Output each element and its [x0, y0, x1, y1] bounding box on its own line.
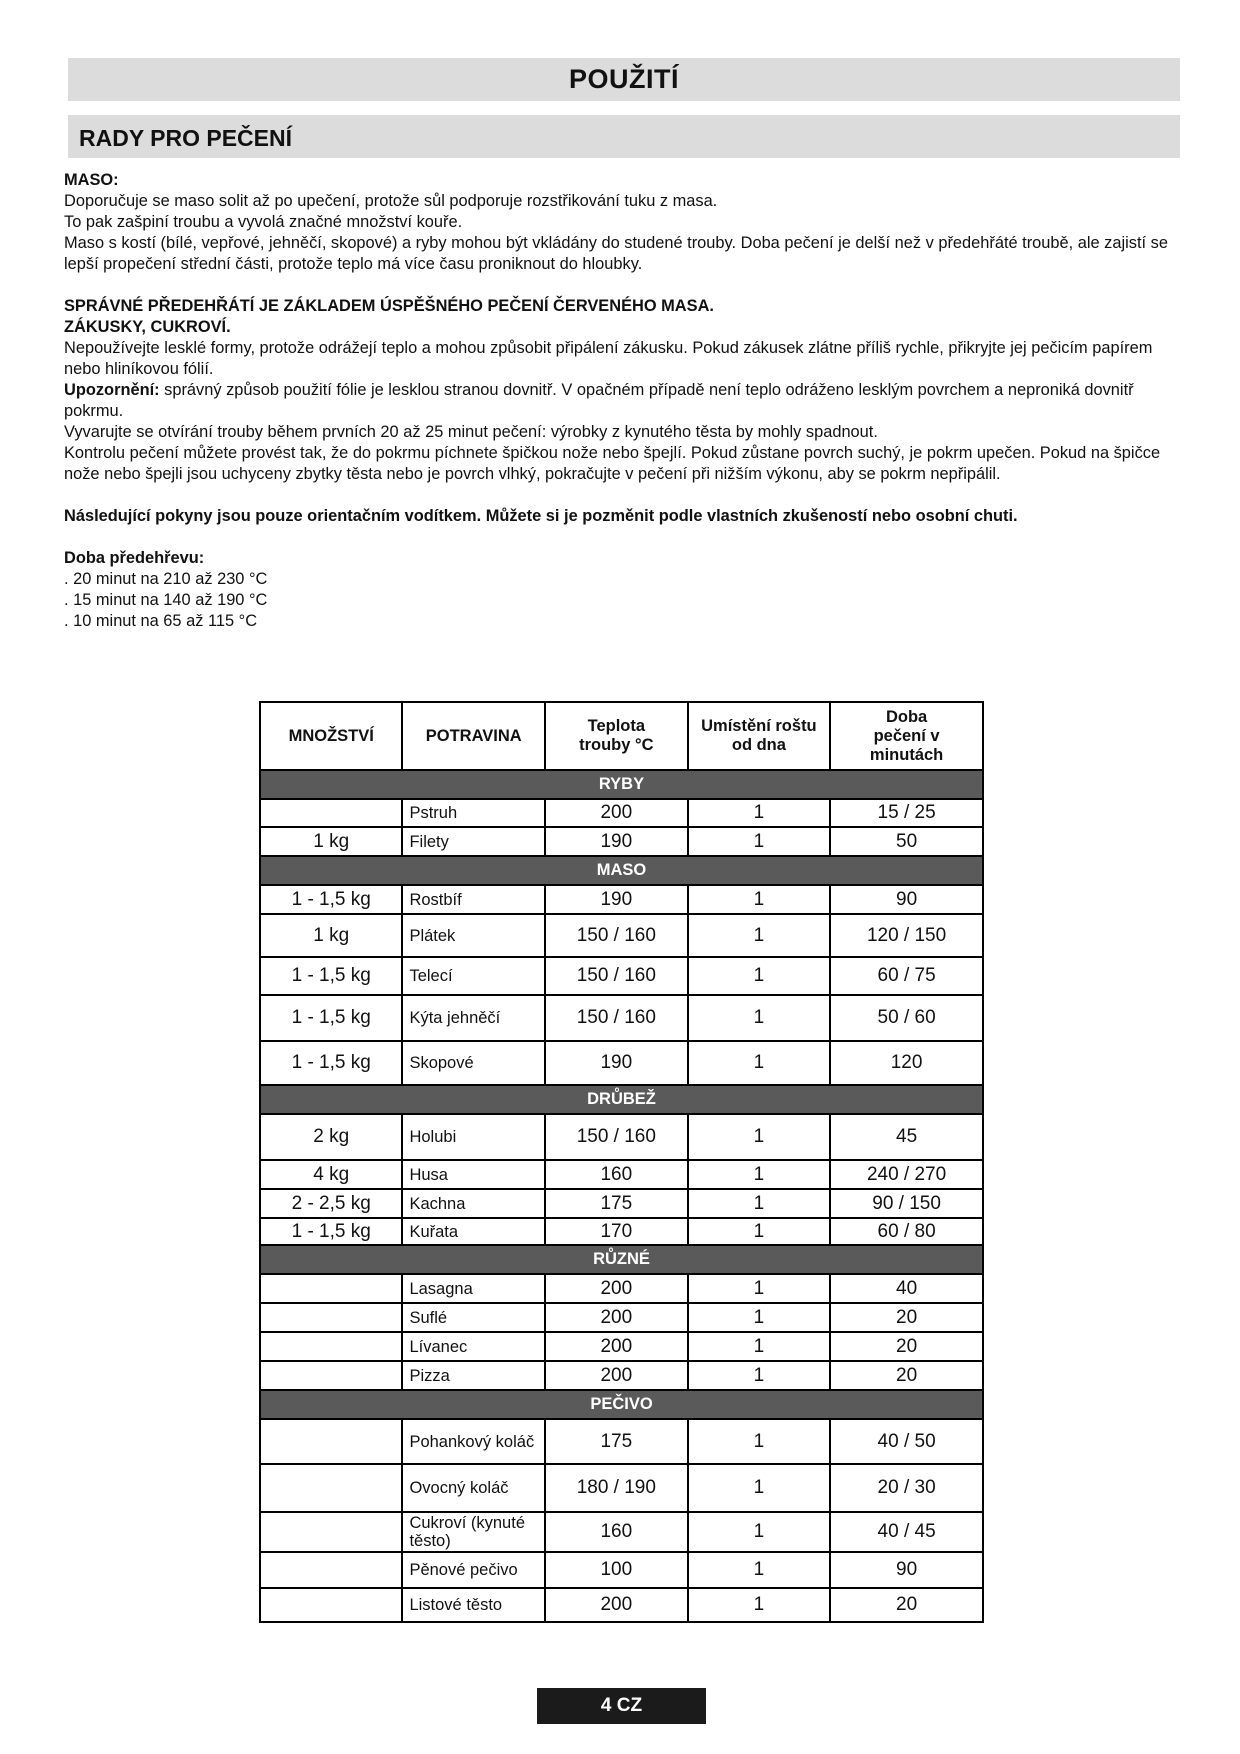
- category-label: RŮZNÉ: [260, 1245, 983, 1274]
- shelf-cell: 1: [688, 1189, 831, 1218]
- table-row: [260, 1114, 983, 1160]
- table-row: [260, 1303, 983, 1332]
- category-label: MASO: [260, 856, 983, 885]
- header-food: POTRAVINA: [402, 702, 545, 770]
- header-quantity: MNOŽSTVÍ: [260, 702, 402, 770]
- temperature-cell: 160: [545, 1512, 688, 1552]
- section-title: RADY PRO PEČENÍ: [79, 125, 293, 151]
- baking-table: [259, 701, 984, 1623]
- table-row: [260, 1552, 983, 1588]
- time-cell: 20: [830, 1303, 983, 1332]
- shelf-cell: 1: [688, 1274, 831, 1303]
- cakes-warning: [64, 380, 1184, 422]
- quantity-cell: [260, 1588, 402, 1622]
- food-cell: Kachna: [402, 1189, 545, 1218]
- time-cell: 60 / 75: [830, 957, 983, 995]
- temperature-cell: 200: [545, 1361, 688, 1390]
- header-temperature: Teplota trouby °C: [545, 702, 688, 770]
- food-cell: Pěnové pečivo: [402, 1552, 545, 1588]
- table-header-row: [260, 702, 983, 770]
- table-row: [260, 1361, 983, 1390]
- food-cell: Filety: [402, 827, 545, 856]
- temperature-cell: 100: [545, 1552, 688, 1588]
- food-cell: Kýta jehněčí: [402, 995, 545, 1041]
- table-row: [260, 1512, 983, 1552]
- temperature-cell: 190: [545, 885, 688, 914]
- time-cell: 120 / 150: [830, 914, 983, 957]
- meat-heading: MASO:: [64, 171, 119, 189]
- quantity-cell: 1 - 1,5 kg: [260, 957, 402, 995]
- quantity-cell: [260, 1361, 402, 1390]
- time-cell: 15 / 25: [830, 799, 983, 827]
- table-row: [260, 1419, 983, 1464]
- food-cell: Ovocný koláč: [402, 1464, 545, 1512]
- shelf-cell: 1: [688, 1552, 831, 1588]
- category-row: [260, 1390, 983, 1419]
- temperature-cell: 150 / 160: [545, 995, 688, 1041]
- table-row: [260, 1332, 983, 1361]
- section-title-banner: [68, 115, 1180, 158]
- food-cell: Plátek: [402, 914, 545, 957]
- category-row: [260, 770, 983, 799]
- food-cell: Rostbíf: [402, 885, 545, 914]
- time-cell: 120: [830, 1041, 983, 1085]
- meat-line: Maso s kostí (bílé, vepřové, jehněčí, skopové) a ryby mohou být vkládány do studené trouby. Doba pečení je delší než v předehřáté troubě, ale zajistí se lepší propečení střední části, protože teplo má více času proniknout do hloubky.: [64, 234, 1168, 273]
- header-time: Doba pečení v minutách: [830, 702, 983, 770]
- table-row: [260, 1041, 983, 1085]
- table-row: [260, 914, 983, 957]
- shelf-cell: 1: [688, 1361, 831, 1390]
- table-row: [260, 1160, 983, 1189]
- quantity-cell: 1 - 1,5 kg: [260, 1218, 402, 1245]
- shelf-cell: 1: [688, 1332, 831, 1361]
- food-cell: Pstruh: [402, 799, 545, 827]
- time-cell: 50: [830, 827, 983, 856]
- table-row: [260, 1218, 983, 1245]
- time-cell: 90: [830, 1552, 983, 1588]
- time-cell: 60 / 80: [830, 1218, 983, 1245]
- food-cell: Lasagna: [402, 1274, 545, 1303]
- shelf-cell: 1: [688, 1041, 831, 1085]
- temperature-cell: 170: [545, 1218, 688, 1245]
- warning-text: správný způsob použití fólie je lesklou stranou dovnitř. V opačném případě není teplo odráženo lesklým povrchem a neproniká dovnitř pokrmu.: [64, 381, 1134, 420]
- shelf-cell: 1: [688, 995, 831, 1041]
- category-label: PEČIVO: [260, 1390, 983, 1419]
- quantity-cell: 2 kg: [260, 1114, 402, 1160]
- shelf-cell: 1: [688, 1512, 831, 1552]
- food-cell: Kuřata: [402, 1218, 545, 1245]
- quantity-cell: [260, 1332, 402, 1361]
- time-cell: 90 / 150: [830, 1189, 983, 1218]
- time-cell: 20: [830, 1588, 983, 1622]
- shelf-cell: 1: [688, 1114, 831, 1160]
- time-cell: 40 / 50: [830, 1419, 983, 1464]
- header-shelf: Umístění roštu od dna: [688, 702, 831, 770]
- preheat-item: . 20 minut na 210 až 230 °C: [64, 570, 268, 588]
- food-cell: Suflé: [402, 1303, 545, 1332]
- shelf-cell: 1: [688, 957, 831, 995]
- table-row: [260, 1588, 983, 1622]
- cakes-line: Vyvarujte se otvírání trouby během prvních 20 až 25 minut pečení: výrobky z kynutého těsta by mohly spadnout.: [64, 423, 878, 441]
- category-row: [260, 856, 983, 885]
- preheat-item: . 15 minut na 140 až 190 °C: [64, 591, 268, 609]
- temperature-cell: 200: [545, 799, 688, 827]
- shelf-cell: 1: [688, 885, 831, 914]
- temperature-cell: 150 / 160: [545, 957, 688, 995]
- time-cell: 20: [830, 1332, 983, 1361]
- temperature-cell: 175: [545, 1189, 688, 1218]
- shelf-cell: 1: [688, 1218, 831, 1245]
- quantity-cell: [260, 1552, 402, 1588]
- time-cell: 240 / 270: [830, 1160, 983, 1189]
- quantity-cell: [260, 1419, 402, 1464]
- time-cell: 90: [830, 885, 983, 914]
- quantity-cell: 2 - 2,5 kg: [260, 1189, 402, 1218]
- category-label: DRŮBEŽ: [260, 1085, 983, 1114]
- time-cell: 40: [830, 1274, 983, 1303]
- category-row: [260, 1085, 983, 1114]
- temperature-cell: 160: [545, 1160, 688, 1189]
- shelf-cell: 1: [688, 1588, 831, 1622]
- shelf-cell: 1: [688, 1464, 831, 1512]
- quantity-cell: [260, 799, 402, 827]
- warning-label: Upozornění:: [64, 381, 160, 399]
- quantity-cell: [260, 1303, 402, 1332]
- food-cell: Lívanec: [402, 1332, 545, 1361]
- temperature-cell: 200: [545, 1274, 688, 1303]
- quantity-cell: 1 - 1,5 kg: [260, 995, 402, 1041]
- preheat-item: . 10 minut na 65 až 115 °C: [64, 612, 258, 630]
- cakes-line: Nepoužívejte lesklé formy, protože odrážejí teplo a mohou způsobit připálení zákusku. Pokud zákusek zlátne příliš rychle, přikryjte jej pečicím papírem nebo hliníkovou fólií.: [64, 339, 1153, 378]
- time-cell: 20: [830, 1361, 983, 1390]
- quantity-cell: 1 kg: [260, 827, 402, 856]
- guidance-note: Následující pokyny jsou pouze orientačním vodítkem. Můžete si je pozměnit podle vlastních zkušeností nebo osobní chuti.: [64, 507, 1018, 525]
- instructions-text: [64, 170, 1184, 632]
- shelf-cell: 1: [688, 1160, 831, 1189]
- table-row: [260, 1274, 983, 1303]
- shelf-cell: 1: [688, 827, 831, 856]
- food-cell: Cukroví (kynuté těsto): [402, 1512, 545, 1552]
- category-label: RYBY: [260, 770, 983, 799]
- food-cell: Telecí: [402, 957, 545, 995]
- food-cell: Skopové: [402, 1041, 545, 1085]
- preheat-note: SPRÁVNÉ PŘEDEHŘÁTÍ JE ZÁKLADEM ÚSPĚŠNÉHO PEČENÍ ČERVENÉHO MASA.: [64, 297, 714, 315]
- food-cell: Pohankový koláč: [402, 1419, 545, 1464]
- table-row: [260, 827, 983, 856]
- table-row: [260, 799, 983, 827]
- quantity-cell: [260, 1464, 402, 1512]
- time-cell: 20 / 30: [830, 1464, 983, 1512]
- table-row: [260, 995, 983, 1041]
- page-title-banner: [68, 58, 1180, 101]
- table-row: [260, 885, 983, 914]
- temperature-cell: 190: [545, 1041, 688, 1085]
- time-cell: 40 / 45: [830, 1512, 983, 1552]
- table-row: [260, 957, 983, 995]
- temperature-cell: 175: [545, 1419, 688, 1464]
- time-cell: 45: [830, 1114, 983, 1160]
- cakes-line: Kontrolu pečení můžete provést tak, že do pokrmu píchnete špičkou nože nebo špejlí. Pokud zůstane povrch suchý, je pokrm upečen. Pokud na špičce nože nebo špejli jsou uchyceny zbytky těsta nebo je povrch vlhký, pokračujte v pečení při nižším výkonu, aby se pokrm nepřipálil.: [64, 444, 1161, 483]
- temperature-cell: 200: [545, 1332, 688, 1361]
- temperature-cell: 150 / 160: [545, 914, 688, 957]
- quantity-cell: 1 kg: [260, 914, 402, 957]
- temperature-cell: 150 / 160: [545, 1114, 688, 1160]
- quantity-cell: 1 - 1,5 kg: [260, 1041, 402, 1085]
- food-cell: Husa: [402, 1160, 545, 1189]
- table-row: [260, 1464, 983, 1512]
- shelf-cell: 1: [688, 799, 831, 827]
- meat-line: Doporučuje se maso solit až po upečení, protože sůl podporuje rozstřikování tuku z masa.: [64, 192, 718, 210]
- temperature-cell: 200: [545, 1588, 688, 1622]
- shelf-cell: 1: [688, 914, 831, 957]
- table-row: [260, 1189, 983, 1218]
- food-cell: Listové těsto: [402, 1588, 545, 1622]
- shelf-cell: 1: [688, 1303, 831, 1332]
- quantity-cell: 1 - 1,5 kg: [260, 885, 402, 914]
- food-cell: Pizza: [402, 1361, 545, 1390]
- preheat-heading: Doba předehřevu:: [64, 549, 205, 567]
- page-number: 4 CZ: [537, 1688, 706, 1724]
- shelf-cell: 1: [688, 1419, 831, 1464]
- quantity-cell: [260, 1274, 402, 1303]
- category-row: [260, 1245, 983, 1274]
- time-cell: 50 / 60: [830, 995, 983, 1041]
- page-title: POUŽITÍ: [569, 64, 679, 94]
- quantity-cell: 4 kg: [260, 1160, 402, 1189]
- temperature-cell: 180 / 190: [545, 1464, 688, 1512]
- food-cell: Holubi: [402, 1114, 545, 1160]
- meat-line: To pak zašpiní troubu a vyvolá značné množství kouře.: [64, 213, 463, 231]
- temperature-cell: 190: [545, 827, 688, 856]
- temperature-cell: 200: [545, 1303, 688, 1332]
- cakes-heading: ZÁKUSKY, CUKROVÍ.: [64, 318, 231, 336]
- quantity-cell: [260, 1512, 402, 1552]
